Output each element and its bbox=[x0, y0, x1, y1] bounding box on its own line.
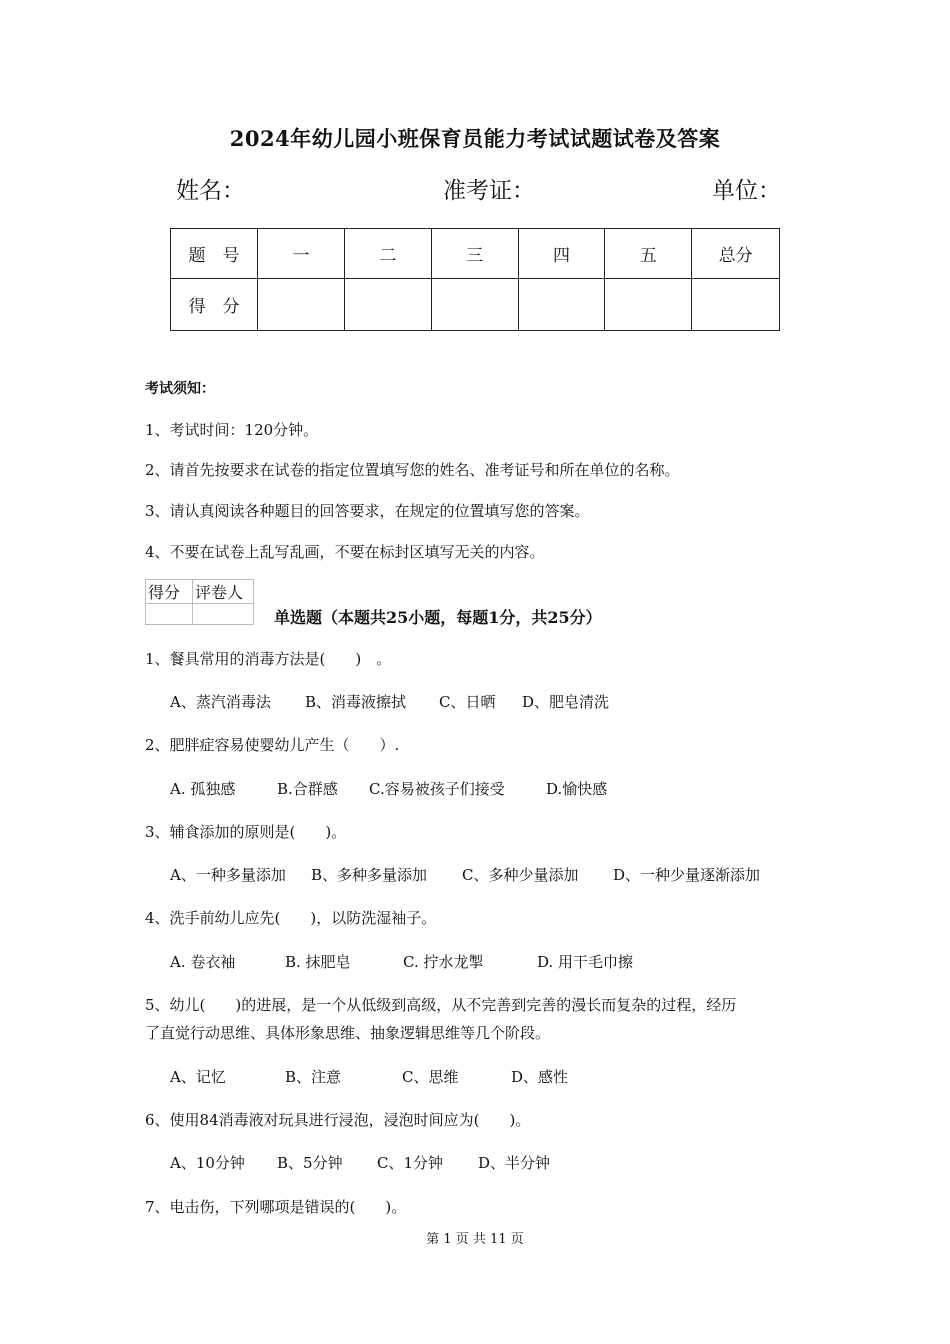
score-header-cell: 总分 bbox=[692, 229, 780, 279]
score-table-header-row bbox=[171, 229, 780, 279]
option[interactable]: C、1分钟 bbox=[377, 1154, 444, 1172]
notice-item: 1、考试时间：120分钟。 bbox=[145, 421, 319, 439]
score-cell[interactable] bbox=[431, 279, 518, 331]
option[interactable]: D. 用干毛巾擦 bbox=[537, 953, 634, 971]
option[interactable]: C、思维 bbox=[402, 1068, 459, 1086]
question-stem: 2、肥胖症容易使婴幼儿产生（ ）. bbox=[145, 736, 400, 754]
name-field-label: 姓名： bbox=[176, 178, 245, 204]
score-table bbox=[170, 228, 780, 331]
score-header-cell: 二 bbox=[344, 229, 431, 279]
unit-field-label: 单位： bbox=[712, 178, 781, 204]
option[interactable]: B、消毒液擦拭 bbox=[305, 693, 407, 711]
option[interactable]: C.容易被孩子们接受 bbox=[369, 780, 505, 798]
option[interactable]: D.愉快感 bbox=[546, 780, 608, 798]
score-cell[interactable] bbox=[605, 279, 692, 331]
question-options bbox=[170, 778, 607, 799]
score-cell[interactable] bbox=[518, 279, 605, 331]
notice-heading: 考试须知： bbox=[145, 381, 215, 397]
page-footer: 第 1 页 共 11 页 bbox=[426, 1232, 524, 1247]
notice-item: 3、请认真阅读各种题目的回答要求，在规定的位置填写您的答案。 bbox=[145, 502, 590, 520]
question-stem: 4、洗手前幼儿应先( )，以防洗湿袖子。 bbox=[145, 909, 437, 927]
score-header-cell: 一 bbox=[258, 229, 345, 279]
score-header-cell: 五 bbox=[605, 229, 692, 279]
option[interactable]: A、记忆 bbox=[170, 1068, 226, 1086]
score-header-cell: 题 号 bbox=[171, 229, 258, 279]
question-stem: 5、幼儿( )的进展，是一个从低级到高级，从不完善到完善的漫长而复杂的过程，经历 bbox=[145, 996, 737, 1014]
score-header-cell: 四 bbox=[518, 229, 605, 279]
option[interactable]: D、感性 bbox=[511, 1068, 569, 1086]
question-options bbox=[170, 951, 633, 972]
grader-score-label: 得分 bbox=[146, 580, 193, 604]
score-cell[interactable] bbox=[692, 279, 780, 331]
question-stem: 1、餐具常用的消毒方法是( ) 。 bbox=[145, 650, 392, 668]
question-options bbox=[170, 864, 760, 885]
grader-reviewer-cell[interactable] bbox=[193, 604, 254, 625]
option[interactable]: B、注意 bbox=[285, 1068, 342, 1086]
option[interactable]: B. 抹肥皂 bbox=[285, 953, 351, 971]
question-stem: 6、使用84消毒液对玩具进行浸泡，浸泡时间应为( )。 bbox=[145, 1111, 531, 1129]
page-title: 2024年幼儿园小班保育员能力考试试题试卷及答案 bbox=[229, 126, 721, 151]
notice-item: 2、请首先按要求在试卷的指定位置填写您的姓名、准考证号和所在单位的名称。 bbox=[145, 461, 680, 479]
grader-score-cell[interactable] bbox=[146, 604, 193, 625]
score-cell[interactable] bbox=[258, 279, 345, 331]
option[interactable]: B.合群感 bbox=[277, 780, 338, 798]
question-options bbox=[170, 1152, 550, 1173]
question-stem-continued: 了直觉行动思维、具体形象思维、抽象逻辑思维等几个阶段。 bbox=[145, 1024, 551, 1042]
question-stem: 3、辅食添加的原则是( )。 bbox=[145, 823, 347, 841]
grader-reviewer-label: 评卷人 bbox=[193, 580, 254, 604]
option[interactable]: A. 卷衣袖 bbox=[170, 953, 236, 971]
question-stem: 7、电击伤，下列哪项是错误的( )。 bbox=[145, 1198, 407, 1216]
grader-box bbox=[145, 579, 254, 625]
question-options bbox=[170, 691, 609, 712]
score-table-score-row bbox=[171, 279, 780, 331]
option[interactable]: A. 孤独感 bbox=[170, 780, 236, 798]
option[interactable]: D、肥皂清洗 bbox=[522, 693, 610, 711]
option[interactable]: B、多种多量添加 bbox=[311, 866, 428, 884]
option[interactable]: C. 拧水龙掣 bbox=[403, 953, 484, 971]
question-options bbox=[170, 1066, 568, 1087]
exam-id-field-label: 准考证： bbox=[443, 178, 535, 204]
option[interactable]: A、蒸汽消毒法 bbox=[170, 693, 271, 711]
score-header-cell: 三 bbox=[431, 229, 518, 279]
section-title: 单选题（本题共25小题，每题1分，共25分） bbox=[274, 608, 602, 627]
option[interactable]: A、10分钟 bbox=[170, 1154, 245, 1172]
option[interactable]: A、一种多量添加 bbox=[170, 866, 286, 884]
score-cell[interactable] bbox=[344, 279, 431, 331]
option[interactable]: B、5分钟 bbox=[277, 1154, 343, 1172]
option[interactable]: D、一种少量逐渐添加 bbox=[613, 866, 761, 884]
option[interactable]: D、半分钟 bbox=[478, 1154, 551, 1172]
option[interactable]: C、多种少量添加 bbox=[462, 866, 579, 884]
notice-item: 4、不要在试卷上乱写乱画，不要在标封区填写无关的内容。 bbox=[145, 543, 545, 561]
option[interactable]: C、日晒 bbox=[439, 693, 496, 711]
score-row-label: 得 分 bbox=[171, 279, 258, 331]
